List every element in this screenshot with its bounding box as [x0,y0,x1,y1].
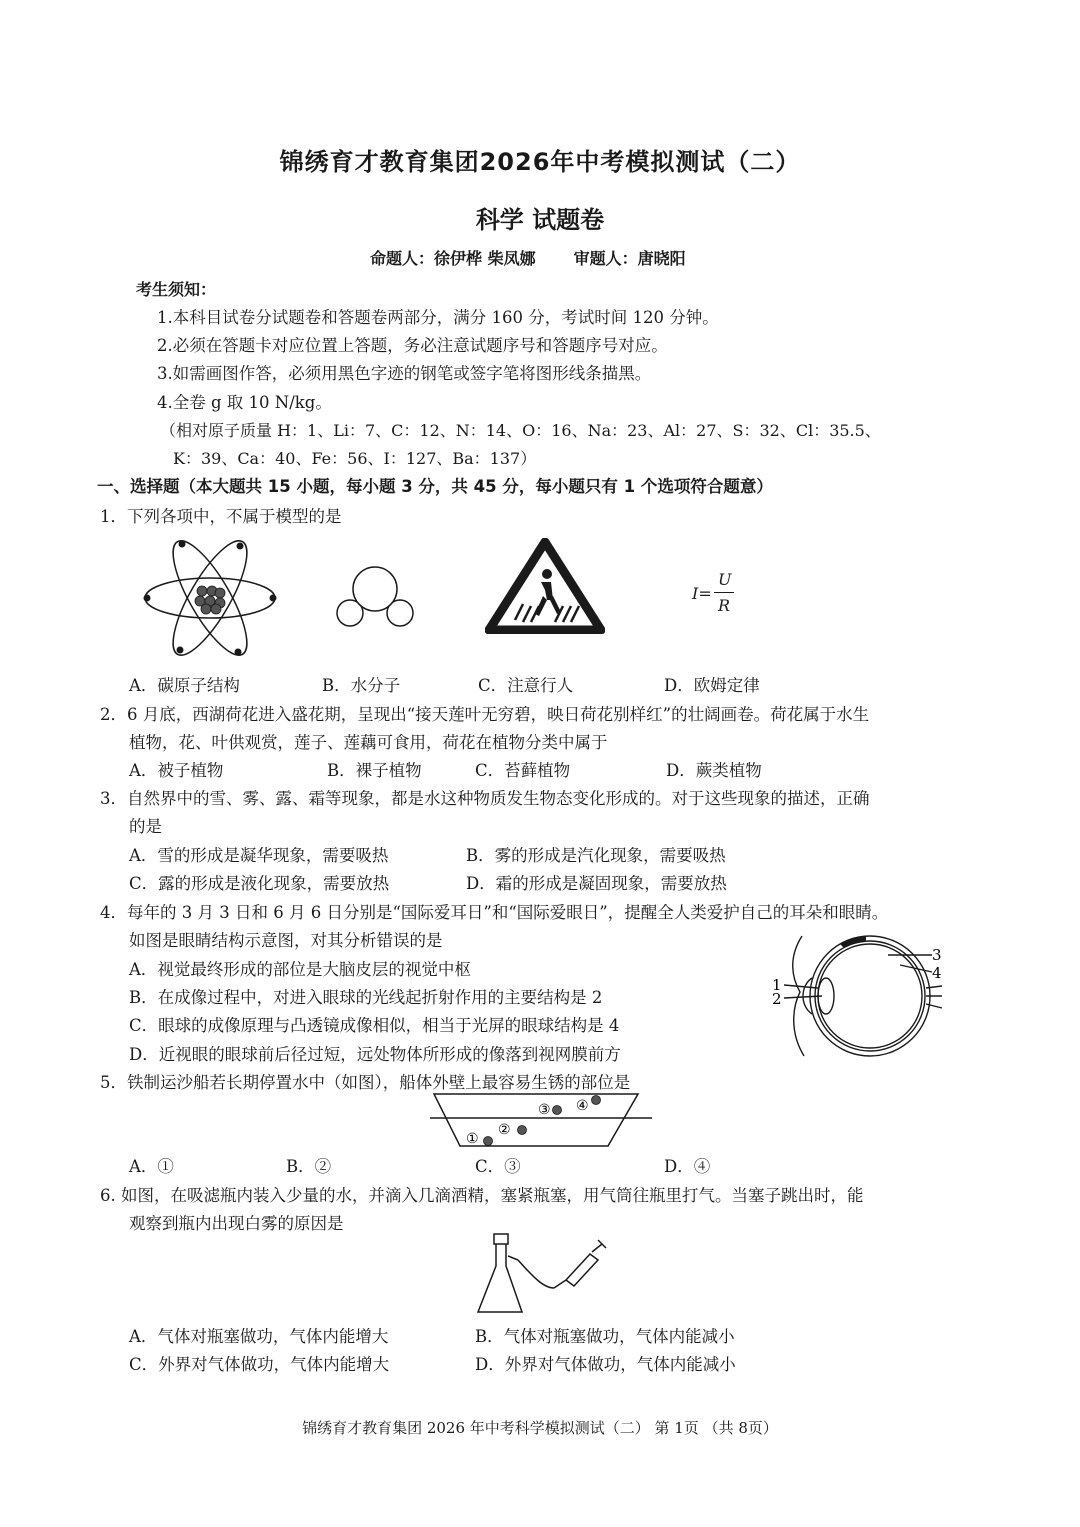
boat-marker-3: ③ [538,1102,551,1118]
q3-stem-line-1: 3．自然界中的雪、雾、露、霜等现象，都是水这种物质发生物态变化形成的。对于这些现象的描述，正确 [100,789,870,808]
eye-label-3: 3 [932,946,942,964]
exam-title: 锦绣育才教育集团2026年中考模拟测试（二） [279,148,801,176]
boat-marker-2: ② [498,1122,511,1138]
q3-stem-line-2: 的是 [129,817,162,836]
q1-option-a: A．碳原子结构 [129,676,240,695]
formula-numerator: U [718,570,732,589]
q1-option-d: D．欧姆定律 [664,676,760,695]
suction-flask-pump-diagram [470,1232,610,1316]
notice-item-4: 4.全卷 g 取 10 N/kg。 [157,393,332,412]
q4-option-d: D．近视眼的眼球前后径过短，远处物体所形成的像落到视网膜前方 [129,1045,621,1064]
pedestrian-warning-sign [485,538,605,634]
q5-option-a: A．① [129,1157,174,1176]
q4-option-a: A．视觉最终形成的部位是大脑皮层的视觉中枢 [129,960,471,979]
formula-denominator: R [718,596,731,615]
q4-option-c: C．眼球的成像原理与凸透镜成像相似，相当于光屏的眼球结构是 4 [129,1016,620,1035]
q2-option-c: C．苔藓植物 [475,761,571,780]
section-heading: 一、选择题（本大题共 15 小题，每小题 3 分，共 45 分，每小题只有 1 个选项符合题意） [97,477,773,496]
q1-option-b: B．水分子 [322,676,401,695]
eye-structure-diagram [770,928,945,1068]
notice-item-1: 1.本科目试卷分试题卷和答题卷两部分，满分 160 分，考试时间 120 分钟。 [157,308,719,327]
q1-stem: 1．下列各项中，不属于模型的是 [100,507,342,526]
formula-lhs: I= [692,584,712,603]
q5-stem: 5．铁制运沙船若长期停置水中（如图），船体外壁上最容易生锈的部位是 [100,1073,631,1092]
q5-option-c: C．③ [475,1157,521,1176]
q5-option-b: B．② [286,1157,332,1176]
q2-stem-line-1: 2．6 月底，西湖荷花进入盛花期，呈现出“接天莲叶无穷碧，映日荷花别样红”的壮阔画卷。荷花属于水生 [100,705,870,724]
boat-marker-1: ① [466,1131,479,1147]
exam-subtitle: 科学 试题卷 [475,206,605,234]
notice-item-3: 3.如需画图作答，必须用黑色字迹的钢笔或签字笔将图形线条描黑。 [157,364,652,383]
eye-label-4: 4 [932,964,942,982]
q2-option-a: A．被子植物 [129,761,224,780]
ohm-law-formula [692,570,742,618]
q6-option-c: C．外界对气体做功，气体内能增大 [129,1355,390,1374]
notice-item-2: 2.必须在答题卡对应位置上答题，务必注意试题序号和答题序号对应。 [157,336,668,355]
q4-stem-line-2: 如图是眼睛结构示意图，对其分析错误的是 [129,931,443,950]
question-setters: 命题人：徐伊桦 柴凤娜 [370,249,536,268]
q2-option-d: D．蕨类植物 [666,761,762,780]
page-footer: 锦绣育才教育集团 2026 年中考科学模拟测试（二） 第 1页 （共 8页） [302,1419,778,1437]
eye-label-2: 2 [772,990,782,1008]
q3-option-b: B．雾的形成是汽化现象，需要吸热 [466,846,726,865]
water-molecule-figure [330,565,420,630]
reviewer: 审题人：唐晓阳 [573,249,686,268]
author-line [370,246,686,269]
q3-option-a: A．雪的形成是凝华现象，需要吸热 [129,846,389,865]
q2-option-b: B．裸子植物 [327,761,422,780]
eye-label-1: 1 [772,976,782,994]
atomic-mass-line-1: （相对原子质量 H：1、Li：7、C：12、N：14、O：16、Na：23、Al：27、S：32、Cl：35.5、 [160,421,881,440]
q2-stem-line-2: 植物，花、叶供观赏，莲子、莲藕可食用，荷花在植物分类中属于 [129,733,608,752]
q6-option-d: D．外界对气体做功，气体内能减小 [475,1355,736,1374]
q6-stem-line-2: 观察到瓶内出现白雾的原因是 [129,1214,344,1233]
q4-stem-line-1: 4．每年的 3 月 3 日和 6 月 6 日分别是“国际爱耳日”和“国际爱眼日”，提醒全人类爱护自己的耳朵和眼睛。 [100,903,889,922]
carbon-atom-figure [140,538,280,658]
q3-option-d: D．霜的形成是凝固现象，需要放热 [466,874,727,893]
q6-stem-line-1: 6. 如图，在吸滤瓶内装入少量的水，并滴入几滴酒精，塞紧瓶塞，用气筒往瓶里打气。当塞子跳出时，能 [100,1186,864,1205]
q6-option-b: B．气体对瓶塞做功，气体内能减小 [475,1327,735,1346]
q6-option-a: A．气体对瓶塞做功，气体内能增大 [129,1327,389,1346]
q1-option-c: C．注意行人 [478,676,574,695]
q4-option-b: B．在成像过程中，对进入眼球的光线起折射作用的主要结构是 2 [129,988,603,1007]
q3-option-c: C．露的形成是液化现象，需要放热 [129,874,390,893]
notice-heading: 考生须知： [136,280,217,299]
atomic-mass-line-2: K：39、Ca：40、Fe：56、I：127、Ba：137） [173,449,537,468]
q5-option-d: D．④ [664,1157,711,1176]
sand-boat-diagram [430,1090,652,1150]
boat-marker-4: ④ [576,1098,589,1114]
fraction-bar [714,592,734,593]
